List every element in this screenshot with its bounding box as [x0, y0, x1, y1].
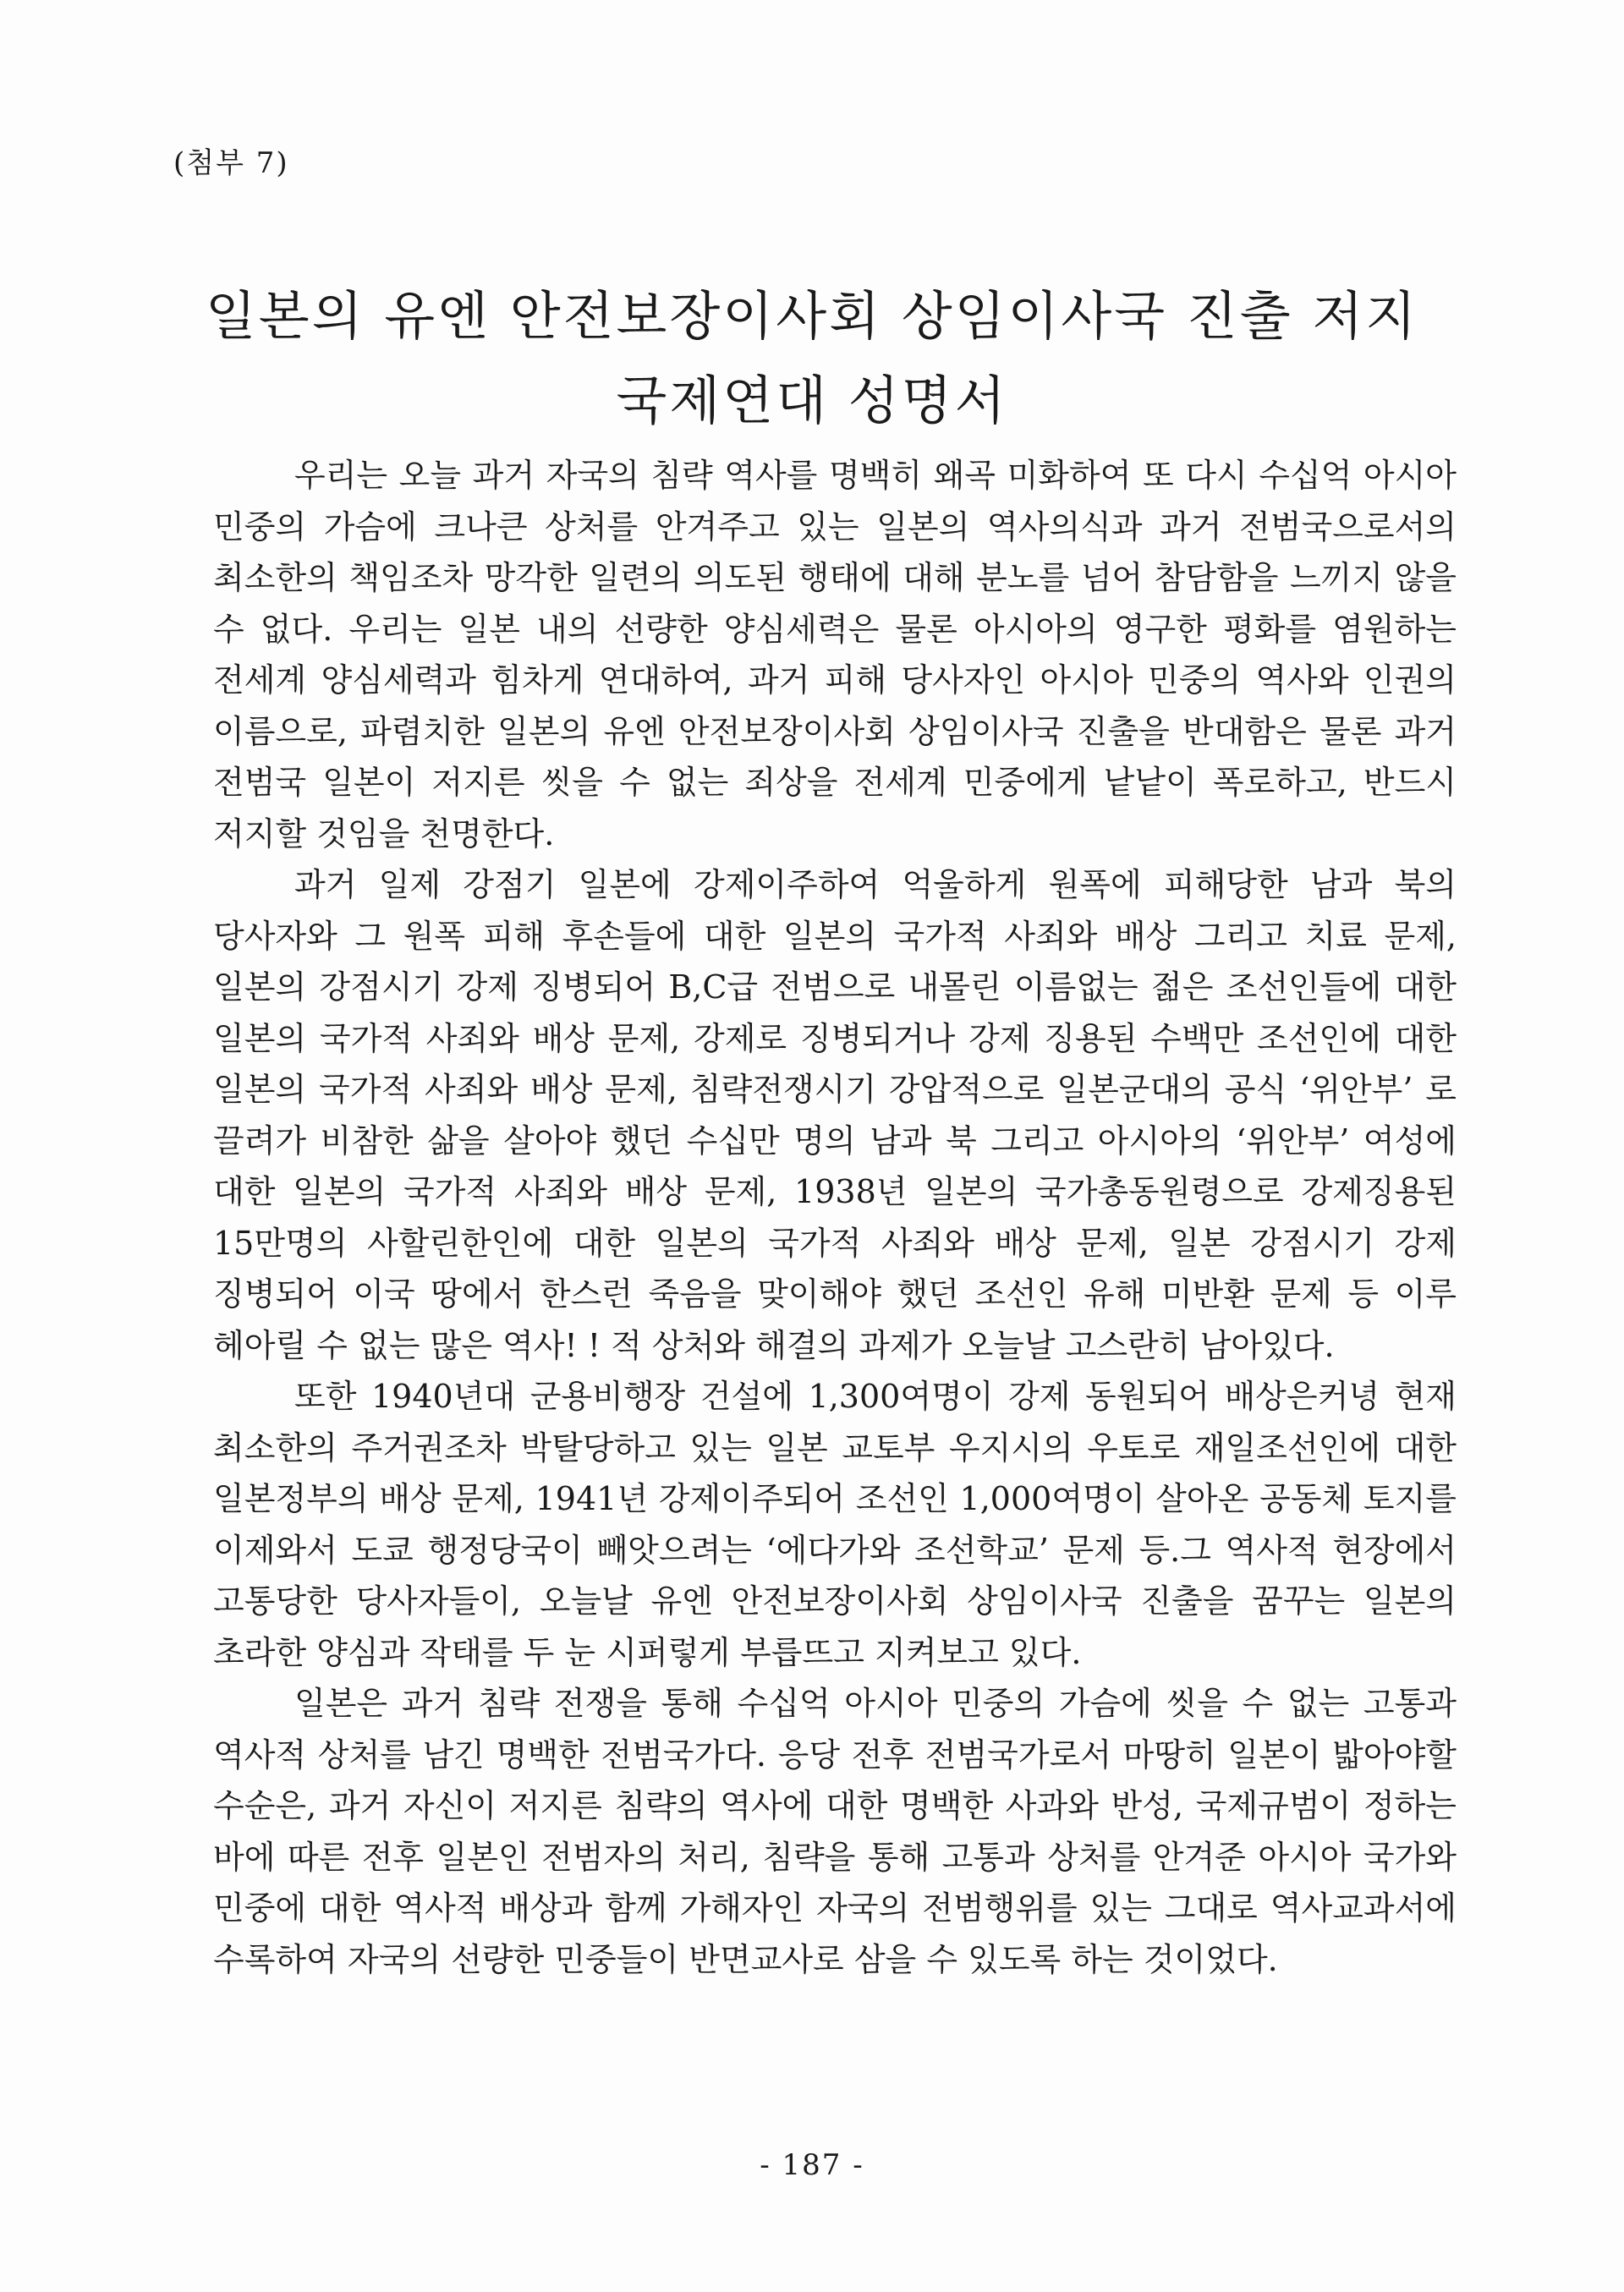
- paragraph-3: 또한 1940년대 군용비행장 건설에 1,300여명이 강제 동원되어 배상은커녕 현재 최소한의 주거권조차 박탈당하고 있는 일본 교토부 우지시의 우토로 재일조선인에 대한 일본정부의 배상 문제, 1941년 강제이주되어 조선인 1,000여명이 살아온 공동체 토지를 이제와서 도쿄 행정당국이 빼앗으려는 ‘에다가와 조선학교’ 문제 등.그 역사적 현장에서 고통당한 당사자들이, 오늘날 유엔 안전보장이사회 상임이사국 진출을 꿈꾸는 일본의 초라한 양심과 작태를 두 눈 시퍼렇게 부릅뜨고 지켜보고 있다.: [213, 1378, 1457, 1671]
- page-number: - 187 -: [760, 2148, 864, 2182]
- attachment-label: (첨부 7): [173, 146, 289, 180]
- paragraph-4: 일본은 과거 침략 전쟁을 통해 수십억 아시아 민중의 가슴에 씻을 수 없는 고통과 역사적 상처를 남긴 명백한 전범국가다. 응당 전후 전범국가로서 마땅히 일본이 밟아야할 수순은, 과거 자신이 저지른 침략의 역사에 대한 명백한 사과와 반성, 국제규범이 정하는 바에 따른 전후 일본인 전범자의 처리, 침략을 통해 고통과 상처를 안겨준 아시아 국가와 민중에 대한 역사적 배상과 함께 가해자인 자국의 전범행위를 있는 그대로 역사교과서에 수록하여 자국의 선량한 민중들이 반면교사로 삼을 수 있도록 하는 것이었다.: [213, 1685, 1457, 1978]
- statement-body: [213, 450, 1457, 1985]
- paragraph-2: 과거 일제 강점기 일본에 강제이주하여 억울하게 원폭에 피해당한 남과 북의 당사자와 그 원폭 피해 후손들에 대한 일본의 국가적 사죄와 배상 그리고 치료 문제, 일본의 강점시기 강제 징병되어 B,C급 전범으로 내몰린 이름없는 젊은 조선인들에 대한 일본의 국가적 사죄와 배상 문제, 강제로 징병되거나 강제 징용된 수백만 조선인에 대한 일본의 국가적 사죄와 배상 문제, 침략전쟁시기 강압적으로 일본군대의 공식 ‘위안부’ 로 끌려가 비참한 삶을 살아야 했던 수십만 명의 남과 북 그리고 아시아의 ‘위안부’ 여성에 대한 일본의 국가적 사죄와 배상 문제, 1938년 일본의 국가총동원령으로 강제징용된 15만명의 사할린한인에 대한 일본의 국가적 사죄와 배상 문제, 일본 강점시기 강제 징병되어 이국 땅에서 한스런 죽음을 맞이해야 했던 조선인 유해 미반환 문제 등 이루 헤아릴 수 없는 많은 역사! ! 적 상처와 해결의 과제가 오늘날 고스란히 남아있다.: [213, 866, 1457, 1364]
- paragraph-1: 우리는 오늘 과거 자국의 침략 역사를 명백히 왜곡 미화하여 또 다시 수십억 아시아 민중의 가슴에 크나큰 상처를 안겨주고 있는 일본의 역사의식과 과거 전범국으로서의 최소한의 책임조차 망각한 일련의 의도된 행태에 대해 분노를 넘어 참담함을 느끼지 않을 수 없다. 우리는 일본 내의 선량한 양심세력은 물론 아시아의 영구한 평화를 염원하는 전세계 양심세력과 힘차게 연대하여, 과거 피해 당사자인 아시아 민중의 역사와 인권의 이름으로, 파렴치한 일본의 유엔 안전보장이사회 상임이사국 진출을 반대함은 물론 과거 전범국 일본이 저지른 씻을 수 없는 죄상을 전세계 민중에게 낱낱이 폭로하고, 반드시 저지할 것임을 천명한다.: [213, 457, 1457, 853]
- title-line-1: 일본의 유엔 안전보장이사회 상임이사국 진출 저지: [205, 284, 1419, 347]
- title-line-2: 국제연대 성명서: [616, 369, 1008, 431]
